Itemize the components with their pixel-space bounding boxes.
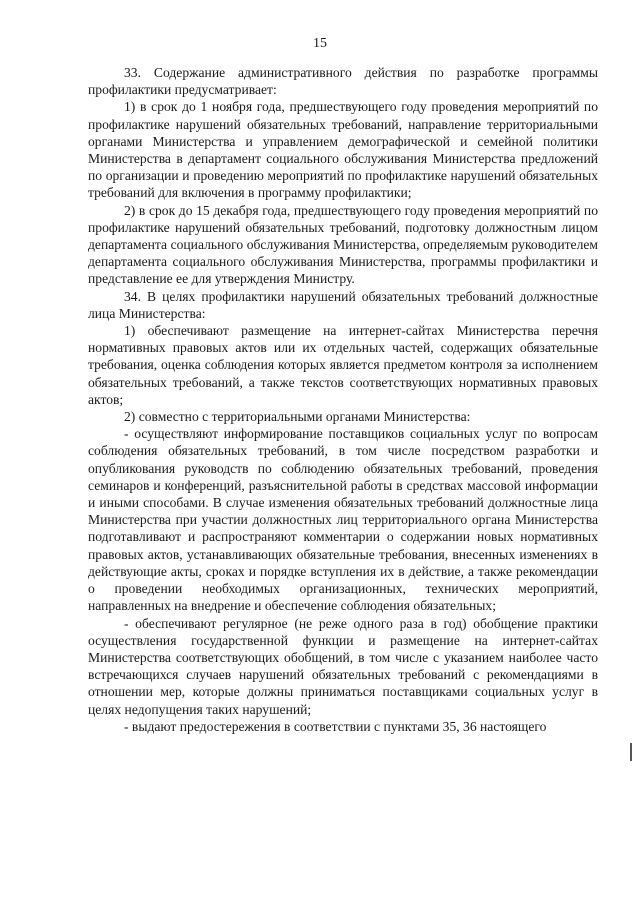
paragraph-34-subitem-1: 1) обеспечивают размещение на интернет-сайтах Министерства перечня нормативных правовых актов или их отдельных частей, содержащих обязательные требования, оценка соблюдения которых является предметом контроля за исполнением обязательных требований, а также текстов соответствующих нормативных правовых актов; [88, 323, 598, 407]
paragraph-33-subitem-2: 2) в срок до 15 декабря года, предшествующего году проведения мероприятий по профилактике нарушений обязательных требований, подготовку должностным лицом департамента социального обслуживания Министерства, определяемым руководителем департамента социального обслуживания Министерства, программы профилактики и представление ее для утверждения Министру. [88, 202, 598, 287]
page-number: 15 [313, 36, 327, 51]
paragraph-33-subitem-1: 1) в срок до 1 ноября года, предшествующего году проведения мероприятий по профилактике нарушений обязательных требований, направление территориальными органами Министерства и управлением демографической и семейной политики Министерства в департамент социального обслуживания Министерства предложений по организации и проведению мероприятий по профилактике нарушений обязательных требований для включения в программу профилактики; [88, 99, 598, 201]
scan-edge-mark [630, 743, 632, 761]
document-body [88, 64, 598, 735]
paragraph-dash-warnings: - выдают предостережения в соответствии с пунктами 35, 36 настоящего [124, 718, 547, 734]
paragraph-item-33-heading: 33. Содержание административного действия по разработке программы профилактики предусматривает: [88, 65, 598, 98]
paragraph-dash-generalization: - обеспечивают регулярное (не реже одного раза в год) обобщение практики осуществления государственной функции и размещение на интернет-сайтах Министерства соответствующих обобщений, в том числе с указанием наиболее часто встречающихся случаев нарушений обязательных требований с рекомендациями в отношении мер, которые должны приниматься поставщиками социальных услуг в целях недопущения таких нарушений; [88, 615, 598, 717]
paragraph-dash-informing: - осуществляют информирование поставщиков социальных услуг по вопросам соблюдения обязательных требований, в том числе посредством разработки и опубликования руководств по соблюдению обязательных требований, проведения семинаров и конференций, разъяснительной работы в средствах массовой информации и иными способами. В случае изменения обязательных требований должностные лица Министерства при участии должностных лиц территориального органа Министерства подготавливают и распространяют комментарии о содержании новых нормативных правовых актов, устанавливающих обязательные требования, внесенных изменениях в действующие акты, сроках и порядке вступления их в действие, а также рекомендации о проведении необходимых организационных, технических мероприятий, направленных на внедрение и обеспечение соблюдения обязательных; [88, 426, 598, 614]
paragraph-item-34-heading: 34. В целях профилактики нарушений обязательных требований должностные лица Министерства: [88, 288, 598, 321]
paragraph-34-subitem-2: 2) совместно с территориальными органами Министерства: [124, 409, 471, 425]
